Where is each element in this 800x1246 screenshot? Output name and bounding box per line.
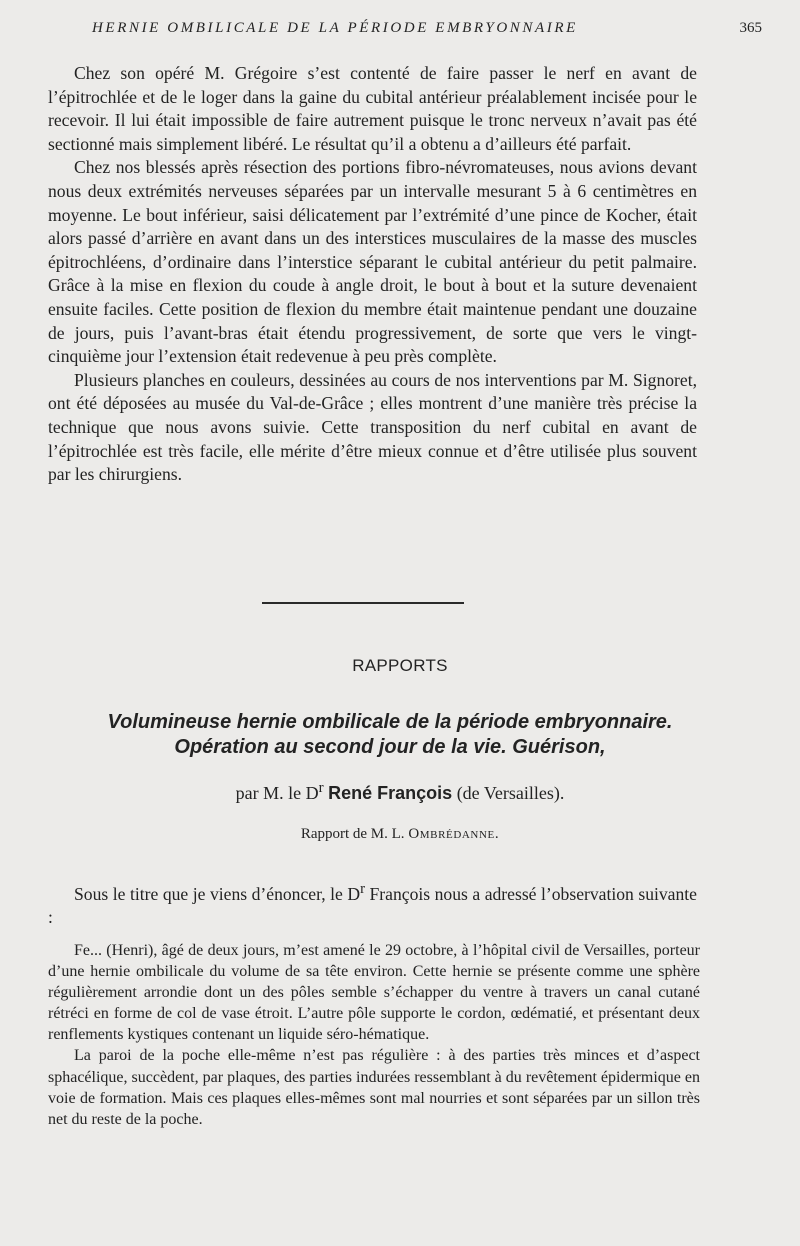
- intro-part2: François nous a adressé l’observation suivante :: [48, 883, 697, 928]
- intro-text: [48, 878, 697, 930]
- article-title-line: Volumineuse hernie ombilicale de la période embryonnaire.: [107, 711, 673, 733]
- report-prefix: Rapport de M. L.: [300, 826, 405, 842]
- byline-superscript: r: [318, 780, 324, 796]
- article-title-line: Opération au second jour de la vie. Guérison,: [174, 736, 606, 758]
- intro-superscript: r: [360, 881, 365, 897]
- byline-author: René François: [328, 783, 453, 803]
- paragraph: La paroi de la poche elle-même n’est pas régulière : à des parties très minces et d’aspect sphacélique, succèdent, par plaques, des parties indurées ressemblant à du revêtement épidermique en voie de formation. Mais ces plaques elles-mêmes sont mal nourries et sont séparées par un sillon très net du reste de la poche.: [48, 1047, 700, 1128]
- intro-part1: Sous le titre que je viens d’énoncer, le D: [74, 883, 361, 904]
- section-divider: [262, 602, 464, 604]
- paragraph: Fe... (Henri), âgé de deux jours, m’est amené le 29 octobre, à l’hôpital civil de Versailles, porteur d’une hernie ombilicale du volume de sa tête environ. Cette hernie se présente comme une sphère régulièrement arrondie dont un des pôles semble s’échapper du ventre à travers un canal cutané rétréci en forme de col de vase étroit. L’autre pôle supporte le cordon, œdématié, et présentant deux renflements kystiques contenant un liquide séro-hématique.: [48, 942, 700, 1044]
- byline: [0, 780, 800, 804]
- report-attribution: [0, 826, 800, 843]
- paragraph: [48, 878, 697, 930]
- paragraph: Plusieurs planches en couleurs, dessinées au cours de nos interventions par M. Signoret, ont été déposées au musée du Val-de-Grâce ; elles montrent d’une manière très précise la technique que nous avons suivie. Cette transposition du nerf cubital en avant de l’épitrochlée est très facile, elle mérite d’être mieux connue et d’être utilisée plus souvent par les chirurgiens.: [48, 369, 697, 485]
- paragraph: Chez son opéré M. Grégoire s’est contenté de faire passer le nerf en avant de l’épitrochlée et de le loger dans la gaine du cubital antérieur préalablement incisée pour le recevoir. Il lui était impossible de faire autrement puisque le tronc nerveux n’avait pas été sectionné mais simplement libéré. Le résultat qu’il a obtenu a d’ailleurs été parfait.: [48, 63, 697, 154]
- running-title: HERNIE OMBILICALE DE LA PÉRIODE EMBRYONNAIRE: [92, 20, 578, 36]
- article-title: [40, 710, 740, 760]
- byline-prefix: par M. le D: [235, 783, 319, 803]
- paragraph: Chez nos blessés après résection des portions fibro-névromateuses, nous avions devant nous deux extrémités nerveuses séparées par un intervalle mesurant 5 à 6 centimètres en moyenne. Le bout inférieur, saisi délicatement par l’extrémité d’une pince de Kocher, était alors passé d’arrière en avant dans un des interstices musculaires de la masse des muscles épitrochléens, d’ordinaire dans l’interstice séparant le cubital antérieur du petit palmaire. Grâce à la mise en flexion du coude à angle droit, le bout à bout et la suture devenaient ensuite faciles. Cette position de flexion du membre était maintenue pendant une douzaine de jours, puis l’avant-bras était étendu progressivement, de sorte que vers le vingt-cinquième jour l’extension était redevenue à peu près complète.: [48, 157, 697, 367]
- page-number: 365: [739, 20, 762, 36]
- body-text: [48, 62, 697, 487]
- byline-suffix: (de Versailles).: [456, 783, 565, 803]
- section-heading: RAPPORTS: [352, 656, 448, 675]
- report-name: Ombrédanne.: [408, 826, 500, 842]
- observation-text: [48, 940, 700, 1130]
